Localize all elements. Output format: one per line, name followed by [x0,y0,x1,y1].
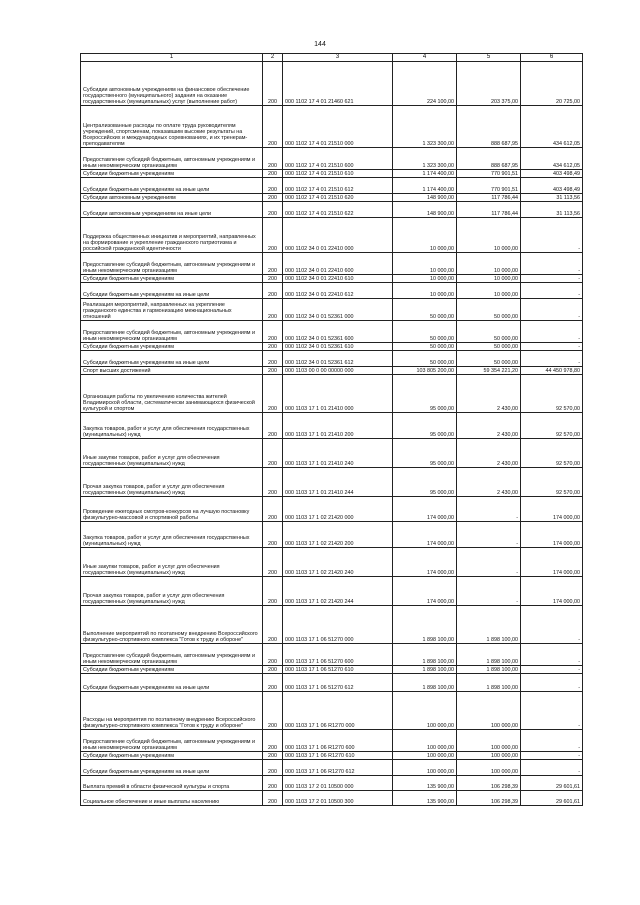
line-item-name: Субсидии автономным учреждениям на финансовое обеспечение государственного (муниципального) задания на оказание государственных (муниципальных) услуг (выполнение работ) [81,62,263,106]
executed-amount: 100 000,00 [457,752,521,760]
line-item-name: Субсидии бюджетным учреждениям [81,275,263,283]
admin-code: 200 [263,351,283,367]
admin-code: 200 [263,577,283,606]
executed-amount: 50 000,00 [457,351,521,367]
budget-classification-code: 000 1102 34 0 01 22410 612 [283,283,393,299]
line-item-name: Выполнение мероприятий по поэтапному внедрению Всероссийского физкультурно-спортивного комплекса "Готов к труду и обороне" [81,606,263,644]
unexecuted-amount: 29 601,61 [521,791,583,806]
executed-amount: - [457,522,521,548]
approved-amount: 95 000,00 [393,439,457,468]
admin-code: 200 [263,674,283,692]
table-row [81,439,583,468]
table-row [81,299,583,321]
admin-code: 200 [263,692,283,730]
unexecuted-amount: 92 570,00 [521,468,583,497]
executed-amount: 117 786,44 [457,202,521,218]
budget-classification-code: 000 1103 17 1 01 21410 244 [283,468,393,497]
unexecuted-amount: 31 113,56 [521,202,583,218]
line-item-name: Субсидии бюджетным учреждениям на иные цели [81,178,263,194]
approved-amount: 100 000,00 [393,752,457,760]
admin-code: 200 [263,760,283,776]
executed-amount: 2 430,00 [457,375,521,413]
approved-amount: 50 000,00 [393,343,457,351]
admin-code: 200 [263,468,283,497]
budget-classification-code: 000 1102 34 0 01 52361 000 [283,299,393,321]
unexecuted-amount: - [521,218,583,253]
executed-amount: 770 901,51 [457,170,521,178]
table-row [81,321,583,343]
budget-classification-code: 000 1102 34 0 01 22410 000 [283,218,393,253]
table-row [81,606,583,644]
table-row [81,674,583,692]
admin-code: 200 [263,62,283,106]
line-item-name: Спорт высших достижений [81,367,263,375]
unexecuted-amount: - [521,343,583,351]
approved-amount: 174 000,00 [393,497,457,522]
table-row [81,106,583,148]
table-row [81,275,583,283]
admin-code: 200 [263,375,283,413]
executed-amount: 2 430,00 [457,439,521,468]
table-row [81,218,583,253]
line-item-name: Иные закупки товаров, работ и услуг для обеспечения государственных (муниципальных) нужд [81,439,263,468]
unexecuted-amount: 403 498,49 [521,178,583,194]
line-item-name: Субсидии бюджетным учреждениям [81,752,263,760]
approved-amount: 1 174 400,00 [393,170,457,178]
approved-amount: 1 323 300,00 [393,106,457,148]
admin-code: 200 [263,644,283,666]
line-item-name: Закупка товаров, работ и услуг для обеспечения государственных (муниципальных) нужд [81,413,263,439]
executed-amount: 50 000,00 [457,299,521,321]
admin-code: 200 [263,321,283,343]
budget-classification-code: 000 1103 17 1 06 51270 612 [283,674,393,692]
table-row [81,644,583,666]
approved-amount: 10 000,00 [393,275,457,283]
unexecuted-amount: - [521,692,583,730]
unexecuted-amount: - [521,253,583,275]
unexecuted-amount: - [521,752,583,760]
executed-amount: 59 354 221,20 [457,367,521,375]
line-item-name: Предоставление субсидий бюджетным, автономным учреждениям и иным некоммерческим организациям [81,321,263,343]
admin-code: 200 [263,283,283,299]
table-row [81,170,583,178]
line-item-name: Предоставление субсидий бюджетным, автономным учреждениям и иным некоммерческим организациям [81,644,263,666]
admin-code: 200 [263,253,283,275]
budget-classification-code: 000 1102 17 4 01 21510 622 [283,202,393,218]
unexecuted-amount: 92 570,00 [521,413,583,439]
table-row [81,202,583,218]
admin-code: 200 [263,275,283,283]
executed-amount: 2 430,00 [457,413,521,439]
table-row [81,283,583,299]
page-number: 144 [314,41,326,48]
unexecuted-amount: 174 000,00 [521,522,583,548]
approved-amount: 50 000,00 [393,321,457,343]
table-row [81,351,583,367]
table-row [81,692,583,730]
column-header: 5 [457,54,521,62]
line-item-name: Прочая закупка товаров, работ и услуг для обеспечения государственных (муниципальных) нужд [81,577,263,606]
unexecuted-amount: 434 612,05 [521,148,583,170]
budget-classification-code: 000 1102 17 4 01 21460 621 [283,62,393,106]
executed-amount: 117 786,44 [457,194,521,202]
approved-amount: 10 000,00 [393,283,457,299]
budget-classification-code: 000 1103 17 1 06 51270 610 [283,666,393,674]
budget-execution-table [80,53,583,806]
table-row [81,468,583,497]
executed-amount: 10 000,00 [457,275,521,283]
unexecuted-amount: 403 498,49 [521,170,583,178]
budget-classification-code: 000 1103 17 1 01 21410 200 [283,413,393,439]
line-item-name: Субсидии автономным учреждениям [81,194,263,202]
budget-classification-code: 000 1102 17 4 01 21510 612 [283,178,393,194]
table-row [81,253,583,275]
executed-amount: 100 000,00 [457,692,521,730]
unexecuted-amount: - [521,730,583,752]
line-item-name: Реализация мероприятий, направленных на укрепление гражданского единства и гармонизацию межнациональных отношений [81,299,263,321]
executed-amount: 203 375,00 [457,62,521,106]
table-row [81,760,583,776]
executed-amount: 10 000,00 [457,253,521,275]
approved-amount: 103 805 200,00 [393,367,457,375]
line-item-name: Субсидии бюджетным учреждениям [81,666,263,674]
admin-code: 200 [263,548,283,577]
executed-amount: - [457,548,521,577]
budget-classification-code: 000 1103 17 1 02 21420 240 [283,548,393,577]
executed-amount: 100 000,00 [457,730,521,752]
budget-classification-code: 000 1103 17 2 01 10500 300 [283,791,393,806]
budget-classification-code: 000 1102 34 0 01 52361 610 [283,343,393,351]
approved-amount: 224 100,00 [393,62,457,106]
table-row [81,752,583,760]
executed-amount: 50 000,00 [457,343,521,351]
table-row [81,548,583,577]
line-item-name: Субсидии бюджетным учреждениям на иные цели [81,674,263,692]
unexecuted-amount: - [521,283,583,299]
column-header: 1 [81,54,263,62]
budget-classification-code: 000 1102 34 0 01 52361 600 [283,321,393,343]
approved-amount: 1 898 100,00 [393,644,457,666]
executed-amount: 1 898 100,00 [457,606,521,644]
budget-classification-code: 000 1102 17 4 01 21510 610 [283,170,393,178]
column-header: 6 [521,54,583,62]
table-row [81,522,583,548]
executed-amount: - [457,577,521,606]
budget-classification-code: 000 1102 17 4 01 21510 600 [283,148,393,170]
table-row [81,194,583,202]
table-row [81,375,583,413]
approved-amount: 1 898 100,00 [393,606,457,644]
executed-amount: 770 901,51 [457,178,521,194]
unexecuted-amount: 174 000,00 [521,577,583,606]
admin-code: 200 [263,606,283,644]
table-row [81,178,583,194]
budget-classification-code: 000 1103 17 1 06 51270 600 [283,644,393,666]
budget-classification-code: 000 1103 17 1 06 51270 000 [283,606,393,644]
line-item-name: Субсидии бюджетным учреждениям [81,170,263,178]
approved-amount: 1 898 100,00 [393,674,457,692]
line-item-name: Прочая закупка товаров, работ и услуг для обеспечения государственных (муниципальных) нужд [81,468,263,497]
budget-classification-code: 000 1103 17 1 01 21410 240 [283,439,393,468]
column-header: 4 [393,54,457,62]
admin-code: 200 [263,170,283,178]
unexecuted-amount: 20 725,00 [521,62,583,106]
line-item-name: Субсидии бюджетным учреждениям на иные цели [81,351,263,367]
admin-code: 200 [263,666,283,674]
admin-code: 200 [263,202,283,218]
line-item-name: Организация работы по увеличению количества жителей Владимирской области, систематически занимающихся физической культурой и спортом [81,375,263,413]
approved-amount: 1 174 400,00 [393,178,457,194]
line-item-name: Расходы на мероприятия по поэтапному внедрению Всероссийского физкультурно-спортивного комплекса "Готов к труду и обороне" [81,692,263,730]
approved-amount: 1 323 300,00 [393,148,457,170]
unexecuted-amount: 92 570,00 [521,375,583,413]
line-item-name: Субсидии бюджетным учреждениям на иные цели [81,760,263,776]
budget-classification-code: 000 1103 17 1 01 21410 000 [283,375,393,413]
budget-classification-code: 000 1103 17 1 02 21420 200 [283,522,393,548]
executed-amount: 50 000,00 [457,321,521,343]
budget-classification-code: 000 1103 17 1 06 R1270 610 [283,752,393,760]
line-item-name: Закупка товаров, работ и услуг для обеспечения государственных (муниципальных) нужд [81,522,263,548]
admin-code: 200 [263,367,283,375]
line-item-name: Выплата премий в области физической культуры и спорта [81,776,263,791]
unexecuted-amount: 92 570,00 [521,439,583,468]
executed-amount: 10 000,00 [457,283,521,299]
budget-classification-code: 000 1103 00 0 00 00000 000 [283,367,393,375]
budget-classification-code: 000 1103 17 1 02 21420 000 [283,497,393,522]
approved-amount: 50 000,00 [393,299,457,321]
approved-amount: 174 000,00 [393,548,457,577]
admin-code: 200 [263,497,283,522]
admin-code: 200 [263,413,283,439]
budget-classification-code: 000 1102 34 0 01 22410 600 [283,253,393,275]
approved-amount: 95 000,00 [393,468,457,497]
unexecuted-amount: 434 612,05 [521,106,583,148]
executed-amount: 106 298,39 [457,776,521,791]
approved-amount: 135 900,00 [393,776,457,791]
executed-amount: 1 898 100,00 [457,674,521,692]
table-header-row [81,54,583,62]
line-item-name: Субсидии бюджетным учреждениям [81,343,263,351]
executed-amount: 2 430,00 [457,468,521,497]
unexecuted-amount: - [521,275,583,283]
table-row [81,148,583,170]
approved-amount: 174 000,00 [393,577,457,606]
executed-amount: 1 898 100,00 [457,644,521,666]
unexecuted-amount: - [521,644,583,666]
table-row [81,577,583,606]
admin-code: 200 [263,776,283,791]
approved-amount: 100 000,00 [393,692,457,730]
executed-amount: 100 000,00 [457,760,521,776]
line-item-name: Предоставление субсидий бюджетным, автономным учреждениям и иным некоммерческим организациям [81,253,263,275]
unexecuted-amount: 31 113,56 [521,194,583,202]
admin-code: 200 [263,343,283,351]
admin-code: 200 [263,791,283,806]
table-row [81,413,583,439]
budget-classification-code: 000 1103 17 1 06 R1270 000 [283,692,393,730]
approved-amount: 135 900,00 [393,791,457,806]
approved-amount: 100 000,00 [393,730,457,752]
admin-code: 200 [263,148,283,170]
approved-amount: 100 000,00 [393,760,457,776]
admin-code: 200 [263,522,283,548]
admin-code: 200 [263,752,283,760]
admin-code: 200 [263,194,283,202]
line-item-name: Предоставление субсидий бюджетным, автономным учреждениям и иным некоммерческим организациям [81,730,263,752]
admin-code: 200 [263,299,283,321]
budget-classification-code: 000 1102 34 0 01 52361 612 [283,351,393,367]
table-row [81,343,583,351]
line-item-name: Поддержка общественных инициатив и мероприятий, направленных на формирование и укрепление гражданского патриотизма и российской гражданской идентичности [81,218,263,253]
unexecuted-amount: 174 000,00 [521,548,583,577]
column-header: 2 [263,54,283,62]
unexecuted-amount: - [521,351,583,367]
executed-amount: 10 000,00 [457,218,521,253]
unexecuted-amount: - [521,666,583,674]
budget-classification-code: 000 1102 17 4 01 21510 620 [283,194,393,202]
approved-amount: 10 000,00 [393,218,457,253]
approved-amount: 95 000,00 [393,375,457,413]
approved-amount: 174 000,00 [393,522,457,548]
approved-amount: 148 900,00 [393,202,457,218]
approved-amount: 50 000,00 [393,351,457,367]
budget-classification-code: 000 1103 17 1 06 R1270 612 [283,760,393,776]
executed-amount: 888 687,95 [457,148,521,170]
column-header: 3 [283,54,393,62]
admin-code: 200 [263,106,283,148]
line-item-name: Социальное обеспечение и иные выплаты населению [81,791,263,806]
budget-classification-code: 000 1103 17 2 01 10500 000 [283,776,393,791]
line-item-name: Субсидии бюджетным учреждениям на иные цели [81,283,263,299]
table-row [81,497,583,522]
line-item-name: Субсидии автономным учреждениям на иные цели [81,202,263,218]
line-item-name: Иные закупки товаров, работ и услуг для обеспечения государственных (муниципальных) нужд [81,548,263,577]
table-row [81,666,583,674]
unexecuted-amount: - [521,321,583,343]
table-row [81,62,583,106]
unexecuted-amount: - [521,606,583,644]
table-row [81,776,583,791]
line-item-name: Проведение ежегодных смотров-конкурсов на лучшую постановку физкультурно-массовой и спортивной работы [81,497,263,522]
table-row [81,367,583,375]
approved-amount: 10 000,00 [393,253,457,275]
line-item-name: Предоставление субсидий бюджетным, автономным учреждениям и иным некоммерческим организациям [81,148,263,170]
admin-code: 200 [263,178,283,194]
line-item-name: Централизованные расходы по оплате труда руководителям учреждений, спортсменам, показавшим высокие результаты на Всероссийских и международных соревнованиях, и их тренерам-преподавателям [81,106,263,148]
budget-classification-code: 000 1102 34 0 01 22410 610 [283,275,393,283]
unexecuted-amount: 44 450 978,80 [521,367,583,375]
unexecuted-amount: - [521,760,583,776]
unexecuted-amount: 174 000,00 [521,497,583,522]
budget-classification-code: 000 1102 17 4 01 21510 000 [283,106,393,148]
unexecuted-amount: 29 601,61 [521,776,583,791]
approved-amount: 95 000,00 [393,413,457,439]
table-row [81,791,583,806]
executed-amount: 1 898 100,00 [457,666,521,674]
approved-amount: 148 900,00 [393,194,457,202]
admin-code: 200 [263,439,283,468]
admin-code: 200 [263,218,283,253]
executed-amount: - [457,497,521,522]
admin-code: 200 [263,730,283,752]
executed-amount: 106 298,39 [457,791,521,806]
executed-amount: 888 687,95 [457,106,521,148]
budget-classification-code: 000 1103 17 1 06 R1270 600 [283,730,393,752]
table-row [81,730,583,752]
unexecuted-amount: - [521,674,583,692]
approved-amount: 1 898 100,00 [393,666,457,674]
budget-classification-code: 000 1103 17 1 02 21420 244 [283,577,393,606]
unexecuted-amount: - [521,299,583,321]
